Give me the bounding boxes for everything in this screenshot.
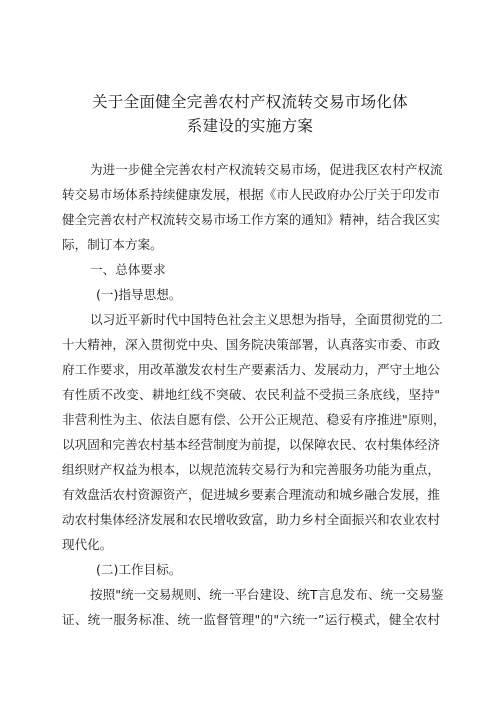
section-heading-general-requirements: 一、总体要求 — [90, 262, 166, 277]
intro-paragraph-line: 际，制订本方案。 — [62, 237, 163, 252]
guiding-ideology-line: 十大精神，深入贯彻党中央、国务院决策部署，认真落实市委、市政 — [62, 337, 440, 352]
guiding-ideology-line: 以习近平新时代中国特色社会主义思想为指导，全面贯彻党的二 — [90, 312, 443, 327]
guiding-ideology-line: 有性质不改变、耕地红线不突破、农民利益不受损三条底线，坚持" — [62, 387, 440, 402]
intro-paragraph-line: 转交易市场体系持续健康发展，根据《市人民政府办公厅关于印发市 — [62, 187, 440, 202]
guiding-ideology-line: 动农村集体经济发展和农民增收致富，助力乡村全面振兴和农业农村 — [62, 512, 440, 527]
guiding-ideology-line: 非营利性为主、依法自愿有偿、公开公正规范、稳妥有序推进"原则， — [62, 412, 446, 427]
guiding-ideology-line: 组织财产权益为根本，以规范流转交易行为和完善服务功能为重点， — [62, 462, 440, 477]
document-title-line-1: 关于全面健全完善农村产权流转交易市场化体 — [91, 93, 408, 111]
work-goals-line: 按照"统一交易规则、统一平台建设、统T言息发布、统一交易鉴 — [90, 587, 444, 602]
work-goals-line: 证、统一服务标准、统一监督管理"的"六统一”运行模式，健全农村 — [62, 612, 440, 627]
guiding-ideology-line: 以巩固和完善农村基本经营制度为前提，以保障农民、农村集体经济 — [62, 437, 440, 452]
guiding-ideology-line: 府工作要求，用改革激发农村生产要素活力、发展动力，严守土地公 — [62, 362, 440, 377]
intro-paragraph-line: 健全完善农村产权流转交易市场工作方案的通知》精神，结合我区实 — [62, 212, 440, 227]
document-title-line-2: 系建设的实施方案 — [186, 117, 314, 135]
guiding-ideology-line: 现代化。 — [62, 537, 113, 552]
subsection-heading-guiding-ideology: (一)指导思想。 — [96, 287, 182, 302]
subsection-heading-work-goals: (二)工作目标。 — [96, 562, 182, 577]
guiding-ideology-line: 有效盘活农村资源资产，促进城乡要素合理流动和城乡融合发展，推 — [62, 487, 440, 502]
intro-paragraph-line: 为进一步健全完善农村产权流转交易市场，促进我区农村产权流 — [90, 162, 443, 177]
